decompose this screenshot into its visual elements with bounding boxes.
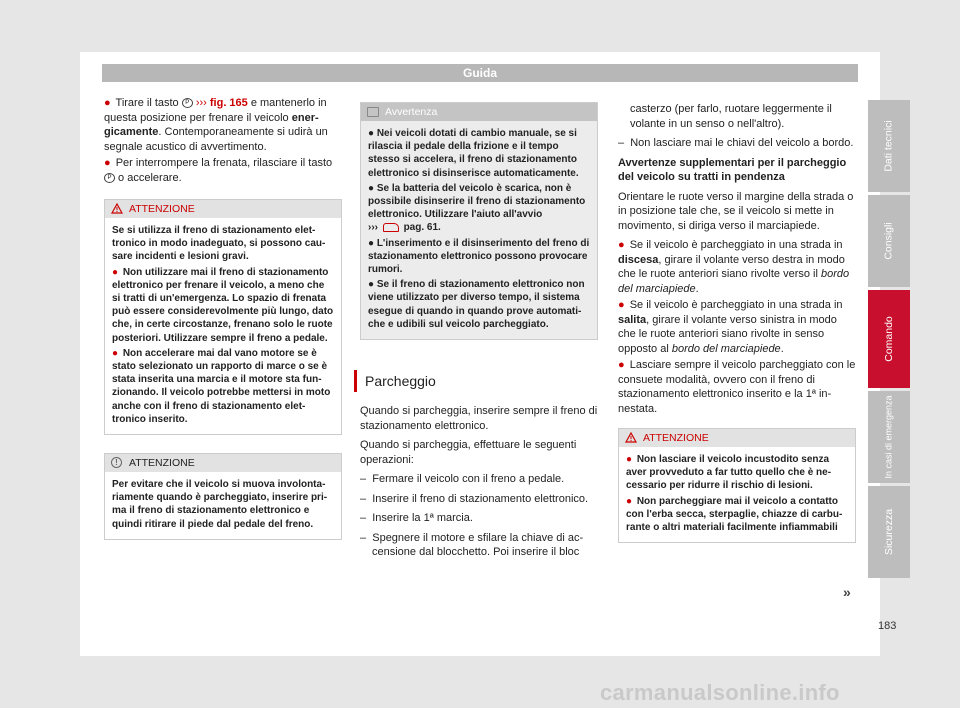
- paragraph-release-button: ● Per interrompere la frenata, rilasciare il tasto P o accelerare.: [104, 157, 333, 184]
- bullet-icon: ●: [618, 299, 625, 311]
- bullet-icon: ●: [368, 182, 375, 194]
- bullet-icon: ●: [626, 454, 633, 465]
- warning-box: [618, 428, 856, 543]
- car-battery-icon: [383, 223, 399, 232]
- warning-box-header: ATTENZIONE: [619, 429, 855, 447]
- paragraph-pull-button: ● Tirare il tasto P ››› fig. 165 e mantenerlo in questa posizione per frenare il veicolo energicamente. Contemporaneamente si udirà un segnale acustico di avvertimento.: [104, 97, 328, 153]
- list-item: – Non lasciare mai le chiavi del veicolo a bordo.: [618, 137, 854, 149]
- bullet-icon: ●: [112, 347, 119, 359]
- parking-brake-button-icon: P: [104, 173, 115, 183]
- note-book-icon: [367, 107, 379, 117]
- bullet-icon: ●: [368, 279, 375, 291]
- list-item: – Inserire il freno di stazionamento elettronico.: [360, 492, 589, 505]
- bullet-icon: ●: [368, 237, 375, 249]
- page-link[interactable]: pag. 61: [403, 222, 439, 234]
- section-title: Parcheggio: [354, 370, 598, 392]
- notice-box-header: ! ATTENZIONE: [105, 454, 341, 472]
- list-item: – Spegnere il motore e sfilare la chiave di accensione dal blocchetto. Poi inserire il bloc: [360, 531, 584, 559]
- arrows-icon: ›››: [195, 97, 207, 109]
- warning-box-body: Se si utilizza il freno di stazionamento elettronico in modo inadeguato, si possono causare incidenti e lesioni gravi. ● Non utilizzare mai il freno di stazionamento elettronico per frenare il veicolo, a meno che si tratti di un'emergenza. Lo spazio di frenata può essere considerevolmente più lungo, dato che, in certe circostanze, frenano solo le ruote posteriori. Utilizzare sempre il freno a pedale. ● Non accelerare mai dal vano motore se è stato selezionato un rapporto di marce o se è stata inserita una marcia e il motore sta funzionando. Il veicolo potrebbe mettersi in moto anche con il freno di stazionamento elettronico inserito.: [112, 225, 334, 425]
- note-box: [360, 102, 598, 340]
- manual-page: [80, 52, 880, 656]
- fig-link[interactable]: fig. 165: [209, 97, 248, 109]
- info-circle-icon: !: [111, 457, 122, 468]
- notice-box-body: Per evitare che il veicolo si muova involontariamente quando è parcheggiato, inserire prima il freno di stazionamento elettronico e quindi ritirare il piede dal pedale del freno.: [105, 472, 341, 539]
- bullet-icon: ●: [368, 128, 375, 139]
- tab-consigli[interactable]: Consigli: [868, 195, 910, 287]
- tab-sicurezza[interactable]: Sicurezza: [868, 486, 910, 578]
- watermark: carmanualsonline.info: [600, 680, 840, 705]
- bullet-icon: ●: [104, 157, 111, 169]
- note-box-body: ● Nei veicoli dotati di cambio manuale, se si rilascia il pedale della frizione e il tempo stesso si accelera, il freno di stazionamento elettronico si disinserisce automaticamente. ● Se la batteria del veicolo è scarica, non è possibile disinserire il freno di stazionamento elettronico. Utilizzare l'aiuto all'avvio ››› pag. 61. ● L'inserimento e il disinserimento del freno di stazionamento elettronico possono provocare rumori. ● Se il freno di stazionamento elettronico non viene utilizzato per diverso tempo, il sistema esegue di quando in quando prove automatiche e udibili sul veicolo parcheggiato.: [361, 121, 597, 339]
- continue-arrow-icon: »: [843, 584, 851, 600]
- tab-dati-tecnici[interactable]: Dati tecnici: [868, 100, 910, 192]
- bullet-icon: ●: [112, 266, 119, 278]
- tab-comando[interactable]: Comando: [868, 290, 910, 388]
- warning-triangle-icon: [111, 203, 123, 214]
- tab-emergenza[interactable]: In casi di emergenza: [868, 391, 910, 483]
- page-number: 183: [878, 620, 897, 632]
- column-middle: Avvertenza ● Nei veicoli dotati di cambio manuale, se si rilascia il pedale della frizione e il tempo stesso si accelera, il freno di stazionamento elettronico si disinserisce automaticamente. ● Se la batteria del veicolo è scarica, non è possibile disinserire il freno di stazionamento elettronico. Utilizzare l'aiuto all'avvio ››› pag. 61. ● L'inserimento e il disinserimento del freno di stazionamento elettronico possono provocare rumori. ● Se il freno di stazionamento elettronico non viene utilizzato per diverso tempo, il sistema esegue di quando in quando prove automatiche e udibili sul veicolo parcheggiato. Parcheggio Quando si parcheggia, inserire sempre il freno di stazionamento elettronico. Quando si parcheggia, effettuare le seguenti operazioni: – Fermare il veicolo con il freno a pedale. – Inserire il freno di stazionamento elettronico. – Inserire la 1ª marcia. – Spegnere il motore e sfilare la chiave di accensione dal blocchetto. Poi inserire il bloc: [360, 96, 598, 562]
- list-item: – Inserire la 1ª marcia.: [360, 512, 473, 525]
- note-box-header: Avvertenza: [361, 103, 597, 121]
- bullet-icon: ●: [626, 495, 633, 507]
- column-right: casterzo (per farlo, ruotare leggermente il volante in un senso o nell'altro). – Non lasciare mai le chiavi del veicolo a bordo. Avvertenze supplementari per il parcheggio del veicolo su tratti in pendenza Orientare le ruote verso il margine della strada o in posizione tale che, se il veicolo si mette in movimento, si diriga verso il marciapiede. ● Se il veicolo è parcheggiato in una strada in discesa, girare il volante verso destra in modo che le ruote anteriori siano rivolte verso il bordo del marciapiede. ● Se il veicolo è parcheggiato in una strada in salita, girare il volante verso sinistra in modo che le ruote anteriori siano rivolte in senso opposto al bordo del marciapiede. ● Lasciare sempre il veicolo parcheggiato con le consuete modalità, ovvero con il freno di stazionamento elettronico inserito e la 1ª innestata. ATTENZIONE ● Non lasciare il veicolo incustodito senza aver provveduto a far tutto quello che è necessario per ridurre il rischio di lesioni. ● Non parcheggiare mai il veicolo a contatto con l'erba secca, sterpaglie, chiazze di carburante o altri materiali facilmente infiammabili: [618, 102, 856, 543]
- subheading: Avvertenze supplementari per il parcheggio del veicolo su tratti in pendenza: [618, 156, 847, 183]
- bullet-icon: ●: [104, 97, 111, 109]
- warning-box: [104, 199, 342, 435]
- list-item: – Fermare il veicolo con il freno a pedale.: [360, 473, 565, 486]
- notice-box: [104, 453, 342, 540]
- bullet-icon: ●: [618, 359, 625, 371]
- chapter-tabs: [868, 100, 910, 581]
- column-left: [104, 96, 342, 540]
- warning-triangle-icon: [625, 432, 637, 443]
- bullet-icon: ●: [618, 239, 625, 251]
- page-header: Guida: [102, 64, 858, 82]
- parking-brake-button-icon: P: [182, 98, 193, 108]
- warning-box-header: ATTENZIONE: [105, 200, 341, 218]
- warning-box-body: ● Non lasciare il veicolo incustodito senza aver provveduto a far tutto quello che è necessario per ridurre il rischio di lesioni. ● Non parcheggiare mai il veicolo a contatto con l'erba secca, sterpaglie, chiazze di carburante o altri materiali facilmente infiammabili: [626, 454, 843, 534]
